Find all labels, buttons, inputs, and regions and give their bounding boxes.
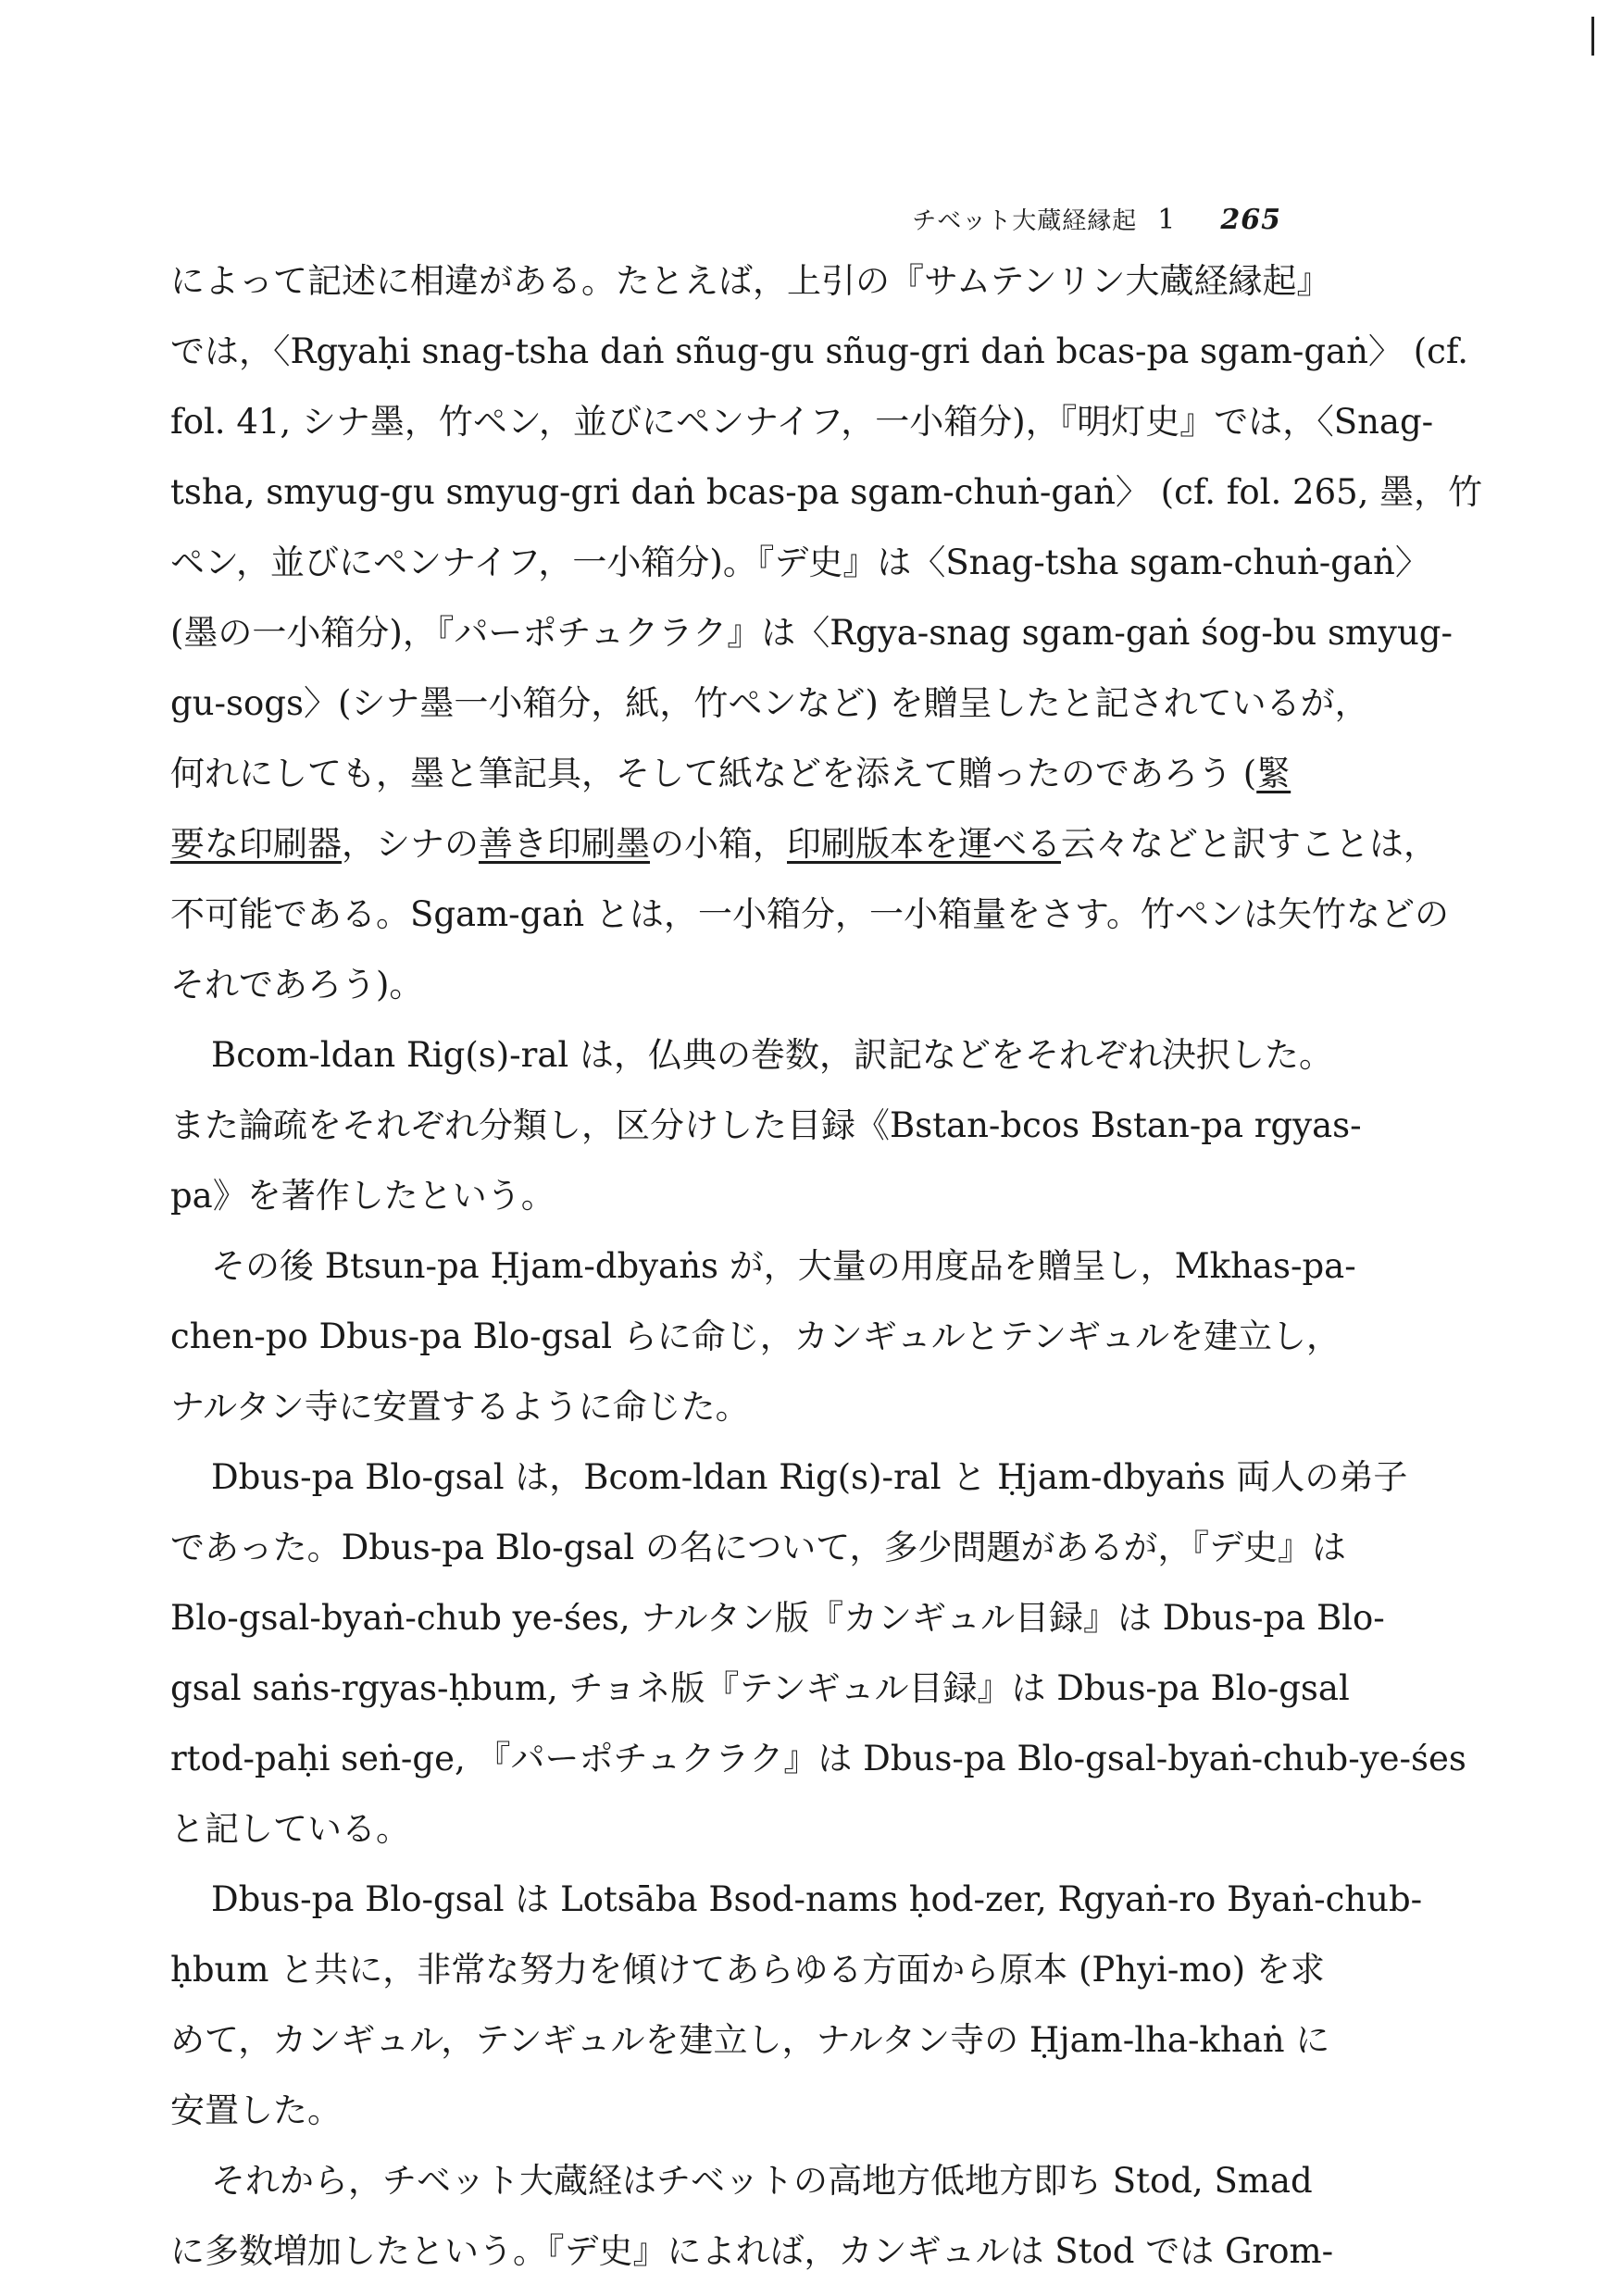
text-line: Blo-gsal-byaṅ-chub ye-śes, ナルタン版『カンギュル目録』は Dbus-pa Blo- xyxy=(170,1598,1385,1638)
text-line: それから，チベット大蔵経はチベットの高地方低地方即ち Stod, Smad xyxy=(211,2161,1313,2201)
body-text xyxy=(170,246,1483,2287)
text-line: Dbus-pa Blo-gsal は，Bcom-ldan Rig(s)-ral と Ḥjam-dbyaṅs 両人の弟子 xyxy=(211,1457,1408,1497)
text-line: 不可能である。Sgam-gaṅ とは，一小箱分，一小箱量をさす。竹ペンは矢竹などの xyxy=(170,894,1450,934)
text-line: また論疏をそれぞれ分類し，区分けした目録《Bstan-bcos Bstan-pa rgyas- xyxy=(170,1105,1362,1145)
running-header xyxy=(912,202,1281,236)
text-line: 何れにしても，墨と筆記具，そして紙などを添えて贈ったのであろう (緊 xyxy=(170,754,1291,793)
text-line: 安置した。 xyxy=(170,2090,342,2130)
running-title: チベット大蔵経縁起 xyxy=(912,207,1138,235)
text-line: Dbus-pa Blo-gsal は Lotsāba Bsod-nams ḥod-zer, Rgyaṅ-ro Byaṅ-chub- xyxy=(211,1879,1423,1919)
text-line: それであろう)。 xyxy=(170,965,424,1004)
text-line: gsal saṅs-rgyas-ḥbum, チョネ版『テンギュル目録』は Dbus-pa Blo-gsal xyxy=(170,1668,1350,1708)
text-line: gu-sogs〉(シナ墨一小箱分，紙，竹ペンなど) を贈呈したと記されているが， xyxy=(170,683,1369,723)
text-line: に多数増加したという。『デ史』によれば，カンギュルは Stod では Grom- xyxy=(170,2231,1334,2271)
text-line: tsha, smyug-gu smyug-gri daṅ bcas-pa sgam-chuṅ-gaṅ〉 (cf. fol. 265, 墨，竹 xyxy=(170,472,1483,512)
text-line: pa》を著作したという。 xyxy=(170,1176,555,1216)
text-line: ペン，並びにペンナイフ，一小箱分)。『デ史』は〈Snag-tsha sgam-chuṅ-gaṅ〉 xyxy=(170,543,1429,582)
text-line: であった。Dbus-pa Blo-gsal の名について，多少問題があるが，『デ史』は xyxy=(170,1528,1346,1567)
text-line: (墨の一小箱分)，『パーポチュクラク』は〈Rgya-snag sgam-gaṅ śog-bu smyug- xyxy=(170,613,1453,653)
text-line: fol. 41, シナ墨，竹ペン，並びにペンナイフ，一小箱分)，『明灯史』では，〈Snag- xyxy=(170,402,1434,442)
page-number: 265 xyxy=(1220,204,1281,236)
text-line: ḥbum と共に，非常な努力を傾けてあらゆる方面から原本 (Phyi-mo) を求 xyxy=(170,1950,1325,1990)
text-line: めて，カンギュル，テンギュルを建立し，ナルタン寺の Ḥjam-lha-khaṅ に xyxy=(170,2020,1330,2060)
text-line: rtod-paḥi seṅ-ge, 『パーポチュクラク』は Dbus-pa Blo-gsal-byaṅ-chub-ye-śes xyxy=(170,1739,1466,1778)
text-line: chen-po Dbus-pa Blo-gsal らに命じ，カンギュルとテンギュルを建立し， xyxy=(170,1316,1341,1356)
text-line: その後 Btsun-pa Ḥjam-dbyaṅs が，大量の用度品を贈呈し，Mkhas-pa- xyxy=(211,1246,1356,1286)
text-line: Bcom-ldan Rig(s)-ral は，仏典の巻数，訳記などをそれぞれ決択した。 xyxy=(211,1035,1334,1075)
running-volume: 1 xyxy=(1157,204,1177,236)
text-line: と記している。 xyxy=(170,1809,410,1849)
text-line: によって記述に相違がある。たとえば，上引の『サムテンリン大蔵経縁起』 xyxy=(170,261,1331,301)
text-line: 要な印刷器，シナの善き印刷墨の小箱，印刷版本を運べる云々などと訳すことは， xyxy=(170,824,1438,864)
page-edge-mark xyxy=(1591,17,1594,56)
text-line: では，〈Rgyaḥi snag-tsha daṅ sñug-gu sñug-gri daṅ bcas-pa sgam-gaṅ〉 (cf. xyxy=(170,331,1468,371)
text-line: ナルタン寺に安置するように命じた。 xyxy=(170,1387,750,1427)
